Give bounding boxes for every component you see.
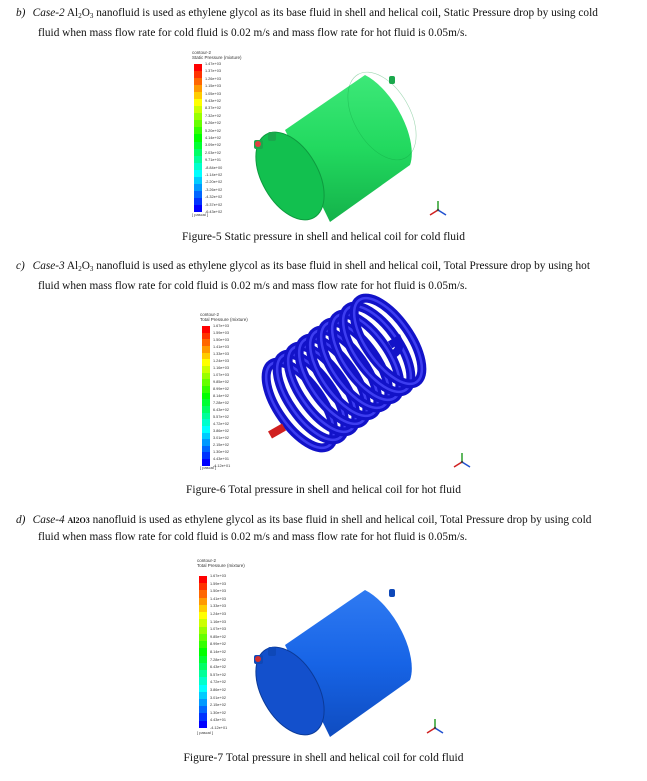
colorbar-tick-label: 1.67e+03 bbox=[210, 574, 226, 578]
colorbar-tick-label: 1.37e+03 bbox=[205, 69, 221, 74]
paragraph-text-line1: nanofluid is used as ethylene glycol as its base fluid in shell and helical coil, Static Pressure drop by using cold bbox=[96, 7, 598, 19]
colorbar-tick-label: 2.15e+02 bbox=[213, 443, 229, 447]
paragraph-text-line2: fluid when mass flow rate for cold fluid is 0.02 m/s and mass flow rate for hot fluid is 0.05m/s. bbox=[38, 27, 468, 39]
colorbar-tick-label: -1.14e+02 bbox=[205, 173, 223, 177]
colorbar-tick-label: 1.30e+02 bbox=[213, 450, 229, 454]
colorbar-tick-label: -4.12e+01 bbox=[213, 464, 231, 468]
figure-caption: Figure-7 Total pressure in shell and helical coil for cold fluid bbox=[183, 752, 464, 764]
colorbar-tick-label: 5.57e+02 bbox=[213, 415, 229, 419]
paragraph-text-line2: fluid when mass flow rate for cold fluid is 0.02 m/s and mass flow rate for hot fluid is 0.05m/s. bbox=[38, 280, 468, 292]
colorbar-tick-label: 3.86e+02 bbox=[213, 429, 229, 433]
colorbar-tick-label: 1.33e+03 bbox=[210, 604, 226, 609]
colorbar-tick-label: 1.26e+03 bbox=[205, 76, 221, 81]
item-label: b) bbox=[16, 7, 26, 19]
colorbar-tick-label: 6.26e+02 bbox=[205, 121, 221, 126]
colorbar-tick-label: 2.15e+02 bbox=[210, 703, 226, 708]
colorbar-tick-label: 1.05e+03 bbox=[205, 91, 221, 96]
colorbar-tick-label: 1.47e+03 bbox=[205, 62, 221, 66]
item-label: d) bbox=[16, 514, 26, 526]
colorbar-tick-label: 2.03e+02 bbox=[205, 150, 221, 155]
colorbar-tick-label: 1.67e+03 bbox=[213, 324, 229, 328]
case-name: Case-3 bbox=[32, 260, 65, 272]
colorbar-tick-label: 9.85e+02 bbox=[213, 380, 229, 384]
colorbar-tick-label: 9.71e+01 bbox=[205, 158, 221, 163]
colorbar-tick-label: 1.24e+03 bbox=[210, 612, 226, 616]
legend-title: contour-2 bbox=[192, 50, 212, 55]
colorbar-tick-label: 7.28e+02 bbox=[210, 657, 226, 662]
colorbar-tick-label: 1.33e+03 bbox=[213, 352, 229, 356]
paragraph-text-line2: fluid when mass flow rate for cold fluid is 0.02 m/s and mass flow rate for hot fluid is 0.05m/s. bbox=[38, 531, 468, 543]
colorbar-tick-label: -3.26e+02 bbox=[205, 187, 223, 192]
colorbar-tick-label: 4.43e+01 bbox=[210, 718, 226, 723]
colorbar-tick-label: 1.16e+03 bbox=[210, 619, 226, 624]
colorbar-tick-label: 8.99e+02 bbox=[213, 387, 229, 391]
colorbar-tick-label: -8.84e+00 bbox=[205, 165, 223, 170]
colorbar-tick-label: 1.59e+03 bbox=[210, 581, 226, 586]
case-name: Case-2 bbox=[32, 7, 65, 19]
colorbar-tick-label: 8.14e+02 bbox=[213, 394, 229, 398]
formula: $Al_2O_3$ bbox=[66, 7, 94, 20]
colorbar-tick-label: 6.43e+02 bbox=[213, 408, 229, 412]
colorbar-tick-label: 4.14e+02 bbox=[205, 136, 221, 140]
case-name: Case-4 bbox=[32, 514, 65, 526]
colorbar-tick-label: 8.14e+02 bbox=[210, 650, 226, 654]
colorbar-tick-label: -2.20e+02 bbox=[205, 180, 223, 185]
colorbar-tick-label: 1.07e+03 bbox=[213, 373, 229, 377]
colorbar-tick-label: 4.72e+02 bbox=[213, 422, 229, 426]
colorbar-tick-label: 7.28e+02 bbox=[213, 401, 229, 405]
colorbar-tick-label: 4.72e+02 bbox=[210, 680, 226, 685]
colorbar-tick-label: 1.07e+03 bbox=[210, 627, 226, 632]
colorbar-tick-label: 9.43e+02 bbox=[205, 99, 221, 103]
colorbar-tick-label: 7.32e+02 bbox=[205, 113, 221, 118]
colorbar-tick-label: 5.57e+02 bbox=[210, 672, 226, 677]
colorbar-tick-label: 1.15e+03 bbox=[205, 84, 221, 89]
colorbar-tick-label: 3.86e+02 bbox=[210, 688, 226, 692]
colorbar-tick-label: 1.24e+03 bbox=[213, 359, 229, 363]
colorbar-tick-label: 5.20e+02 bbox=[205, 128, 221, 133]
colorbar-tick-label: -6.43e+02 bbox=[205, 210, 223, 214]
colorbar-tick-label: 1.50e+03 bbox=[210, 589, 226, 594]
colorbar-tick-label: -4.32e+02 bbox=[205, 195, 223, 200]
formula: $Al_2O_3$ bbox=[66, 260, 94, 273]
colorbar-tick-label: -4.12e+01 bbox=[210, 726, 228, 730]
legend-unit: [ pascal ] bbox=[197, 730, 214, 735]
colorbar-tick-label: 1.41e+03 bbox=[210, 596, 226, 601]
colorbar-tick-label: 8.37e+02 bbox=[205, 106, 221, 111]
colorbar-tick-label: 9.85e+02 bbox=[210, 634, 226, 639]
legend-unit: [ pascal ] bbox=[192, 212, 209, 217]
figure-caption: Figure-6 Total pressure in shell and helical coil for hot fluid bbox=[186, 484, 461, 496]
colorbar-tick-label: 1.30e+02 bbox=[210, 710, 226, 715]
paragraph-text-line1: nanofluid is used as ethylene glycol as its base fluid in shell and helical coil, Total Pressure drop by using hot bbox=[96, 260, 590, 272]
colorbar-tick-label: 8.99e+02 bbox=[210, 642, 226, 647]
colorbar-tick-label: 1.41e+03 bbox=[213, 345, 229, 349]
colorbar-tick-label: 1.50e+03 bbox=[213, 338, 229, 342]
colorbar-tick-label: 6.43e+02 bbox=[210, 665, 226, 670]
legend-title: contour-2 bbox=[200, 312, 220, 317]
formula: Al2O3 bbox=[67, 516, 90, 525]
legend-title: contour-2 bbox=[197, 558, 217, 563]
axis-triad-icon bbox=[425, 718, 445, 738]
paragraph-text-line1: nanofluid is used as ethylene glycol as its base fluid in shell and helical coil, Total Pressure drop by using cold bbox=[92, 514, 592, 526]
legend-subtitle: Static Pressure (mixture) bbox=[192, 55, 242, 60]
colorbar-tick-label: 3.01e+02 bbox=[213, 436, 229, 440]
figure-caption: Figure-5 Static pressure in shell and helical coil for cold fluid bbox=[182, 231, 465, 243]
colorbar-tick-label: 3.01e+02 bbox=[210, 695, 226, 700]
colorbar-tick-label: 3.09e+02 bbox=[205, 143, 221, 148]
colorbar-tick-label: 1.59e+03 bbox=[213, 331, 229, 335]
colorbar-tick-label: 1.16e+03 bbox=[213, 366, 229, 370]
colorbar-tick-label: 4.43e+01 bbox=[213, 457, 229, 461]
legend-unit: [ pascal ] bbox=[200, 465, 217, 470]
legend-subtitle: Total Pressure (mixture) bbox=[200, 317, 248, 322]
item-label: c) bbox=[16, 260, 25, 272]
colorbar-tick-label: -5.37e+02 bbox=[205, 202, 223, 207]
legend-subtitle: Total Pressure (mixture) bbox=[197, 563, 245, 568]
